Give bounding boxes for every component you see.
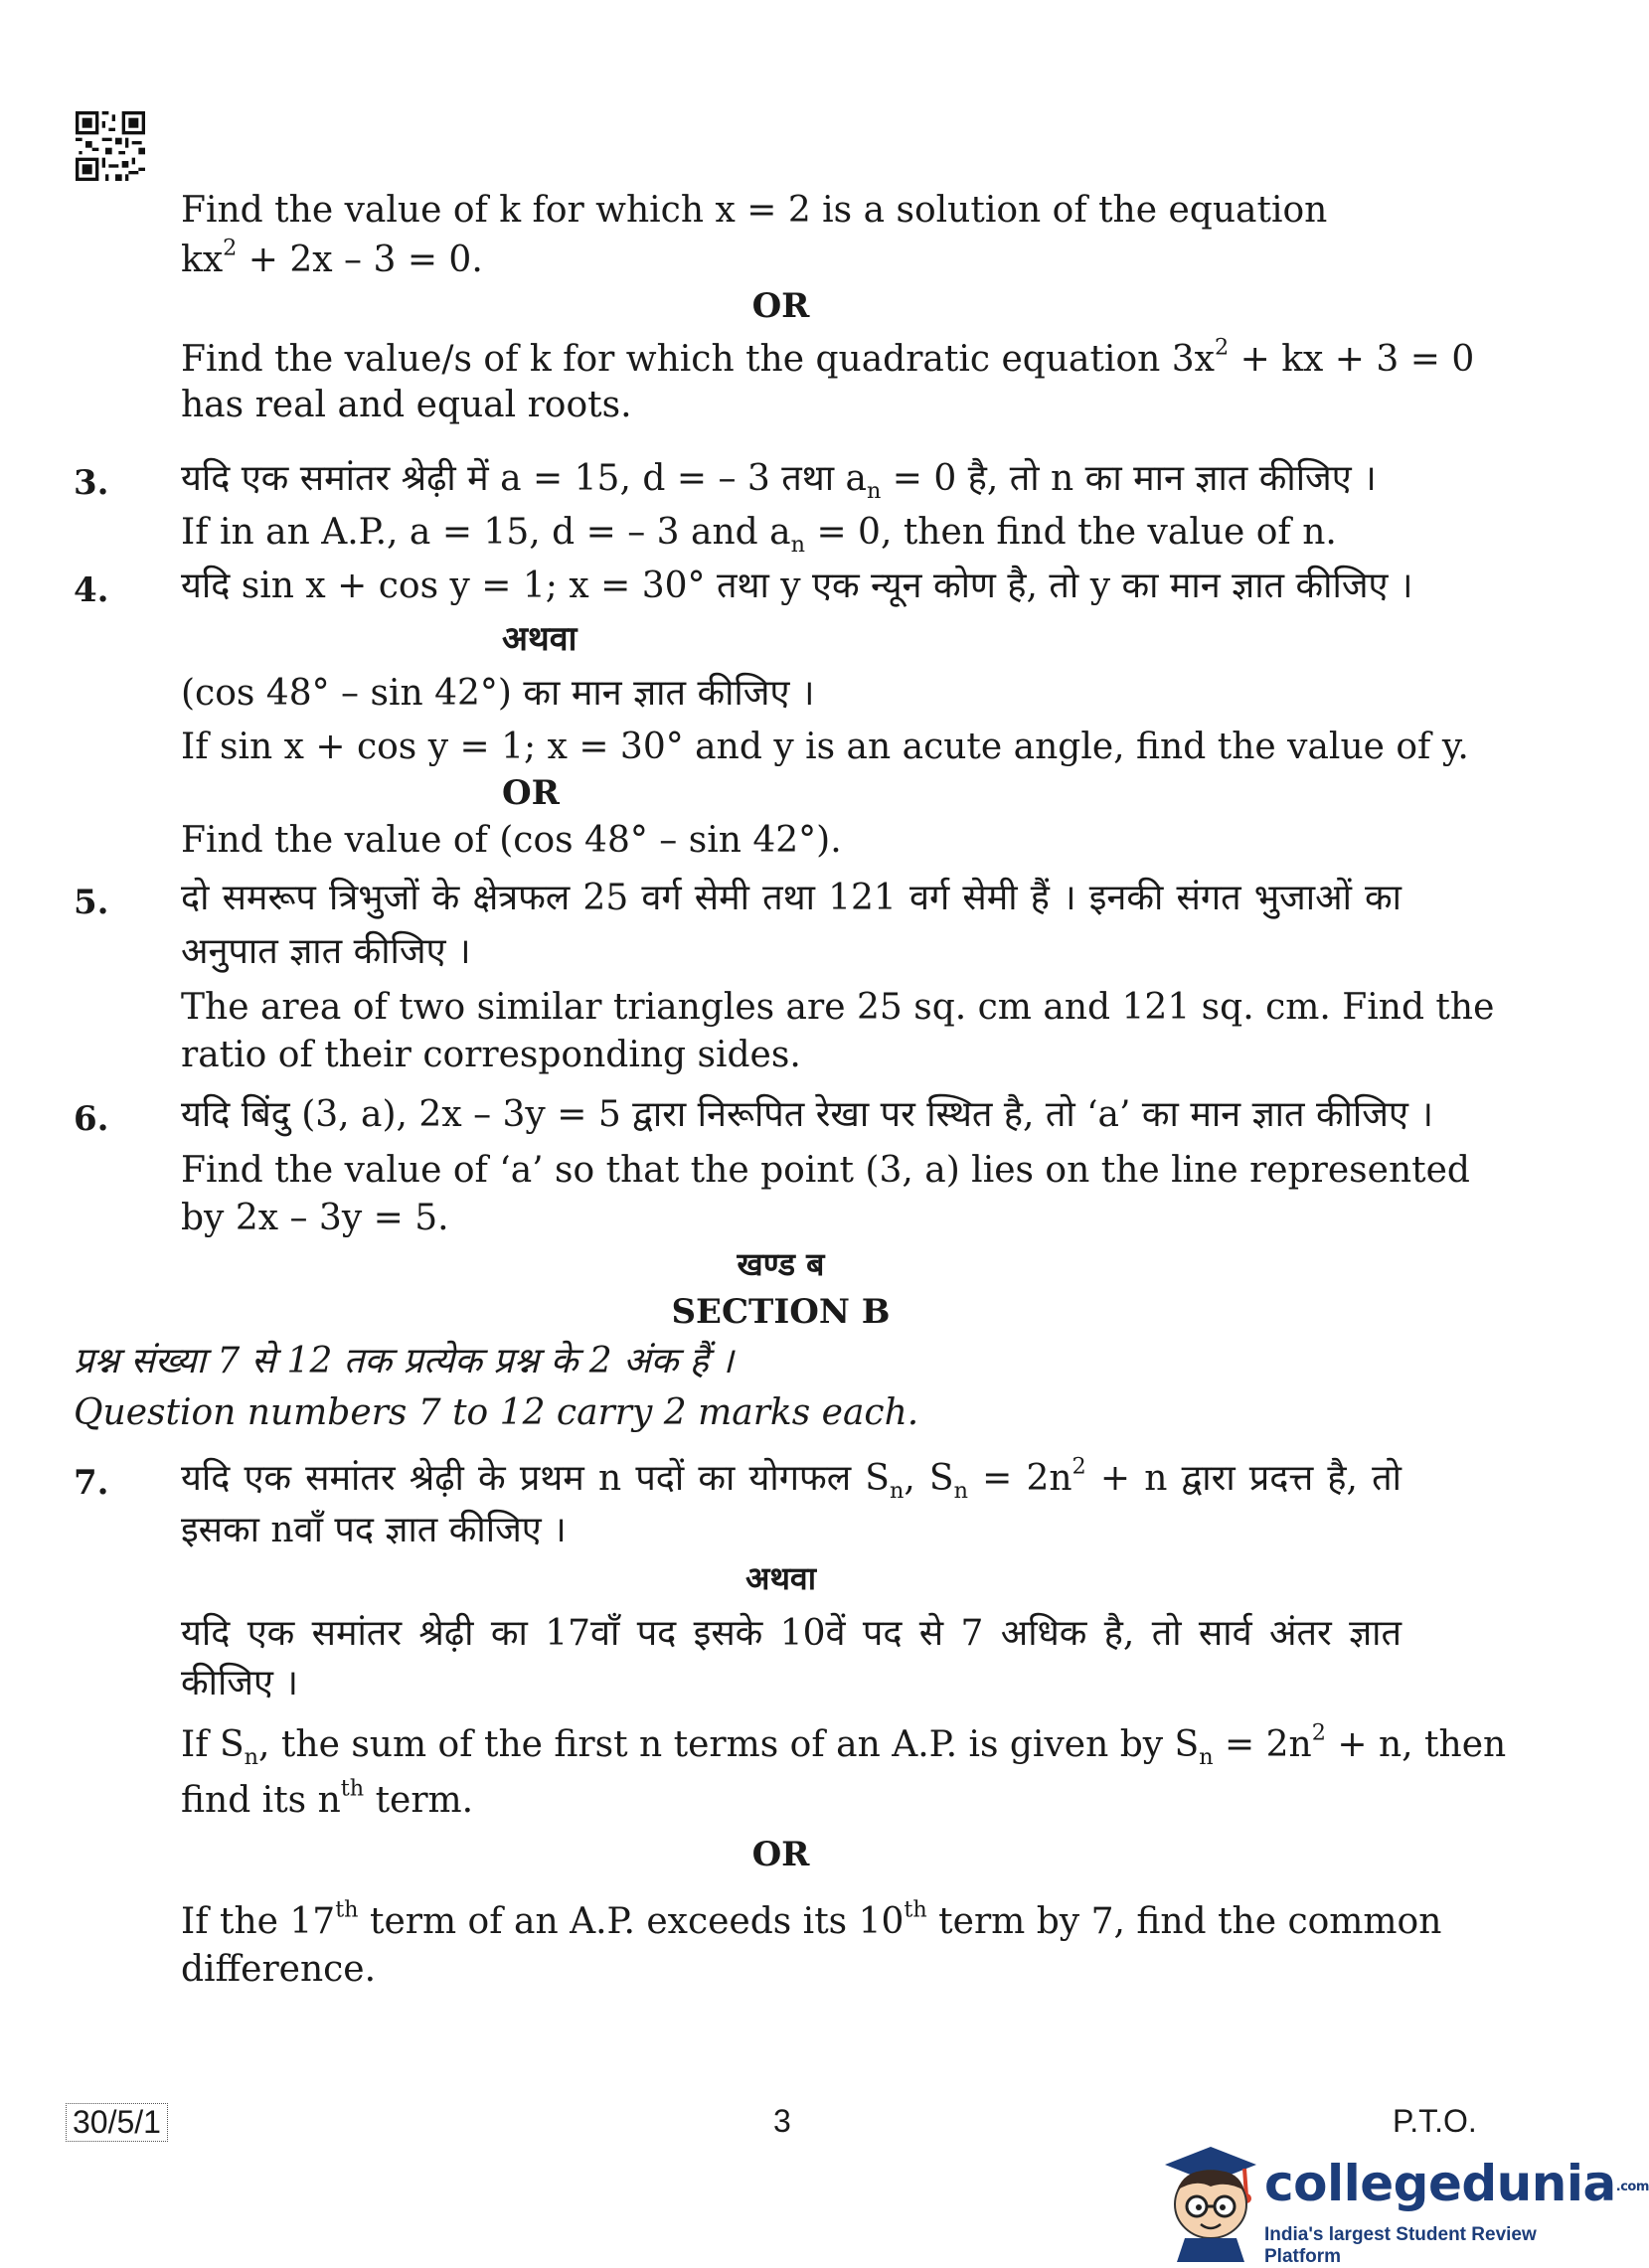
qr-code-icon <box>76 111 145 181</box>
question-5-hindi: दो समरूप त्रिभुजों के क्षेत्रफल 25 वर्ग सेमी तथा 121 वर्ग सेमी हैं । इनकी संगत भुजाओं का <box>181 878 1402 918</box>
question-7-hindi-2: इसका nवाँ पद ज्ञात कीजिए । <box>181 1510 567 1550</box>
question-5-hindi-2: अनुपात ज्ञात कीजिए । <box>181 931 471 972</box>
or-label: OR <box>751 286 810 326</box>
question-number: 7. <box>74 1463 109 1503</box>
question-number: 6. <box>74 1099 109 1139</box>
marks-note-hindi: प्रश्न संख्या 7 से 12 तक प्रत्येक प्रश्न के 2 अंक हैं । <box>74 1341 734 1381</box>
question-7-alt-hindi: यदि एक समांतर श्रेढ़ी का 17वाँ पद इसके 10वें पद से 7 अधिक है, तो सार्व अंतर ज्ञात <box>181 1613 1402 1654</box>
question-7-alt-hindi-2: कीजिए । <box>181 1663 299 1703</box>
question-4-alt-hindi: (cos 48° – sin 42°) का मान ज्ञात कीजिए । <box>181 673 815 714</box>
question-7-english-2: find its $n^{th}$ term. <box>181 1775 474 1821</box>
question-6-hindi: यदि बिंदु (3, a), 2x – 3y = 5 द्वारा निरूपित रेखा पर स्थित है, तो ‘a’ का मान ज्ञात कीजिए । <box>181 1094 1433 1135</box>
question-5-english: The area of two similar triangles are 25 sq. cm and 121 sq. cm. Find the <box>181 987 1495 1028</box>
page-number: 3 <box>773 2103 791 2139</box>
question-2-alt-text: Find the value/s of k for which the quadratic equation $3x^2$ + kx + 3 = 0 <box>181 334 1475 380</box>
question-4-alt-english: Find the value of (cos 48° – sin 42°). <box>181 820 842 861</box>
question-7-english: If $S_n$, the sum of the first n terms of an A.P. is given by $S_n = 2n^2 + n$, then <box>181 1719 1507 1770</box>
section-heading-hindi: खण्ड ब <box>737 1245 825 1283</box>
paper-code: 30/5/1 <box>66 2103 168 2142</box>
question-2-equation: $kx^2 + 2x - 3 = 0$. <box>181 235 483 280</box>
question-7-alt-english-2: difference. <box>181 1949 377 1990</box>
question-4-english: If sin x + cos y = 1; x = 30° and y is an acute angle, find the value of y. <box>181 727 1469 767</box>
question-6-english: Find the value of ‘a’ so that the point (3, a) lies on the line represented <box>181 1150 1470 1191</box>
question-4-hindi: यदि sin x + cos y = 1; x = 30° तथा y एक न्यून कोण है, तो y का मान ज्ञात कीजिए । <box>181 566 1413 606</box>
brand-tagline: India's largest Student Review Platform <box>1264 2224 1537 2267</box>
brand-logo-text: collegedunia.com <box>1264 2155 1649 2212</box>
or-label: OR <box>502 773 560 813</box>
question-5-english-2: ratio of their corresponding sides. <box>181 1035 801 1075</box>
question-6-english-2: by 2x – 3y = 5. <box>181 1198 449 1238</box>
question-2-text: Find the value of k for which x = 2 is a solution of the equation <box>181 190 1328 231</box>
section-heading: SECTION B <box>671 1292 891 1332</box>
question-3-english: If in an A.P., a = 15, d = – 3 and $a_n = 0$, then find the value of n. <box>181 512 1337 558</box>
or-label: OR <box>751 1835 810 1874</box>
marks-note-english: Question numbers 7 to 12 carry 2 marks each. <box>74 1392 919 1433</box>
question-number: 4. <box>74 570 109 610</box>
question-2-alt-text-2: has real and equal roots. <box>181 385 632 425</box>
question-7-alt-english: If the 17th term of an A.P. exceeds its 10th term by 7, find the common <box>181 1896 1442 1942</box>
athva-label: अथवा <box>502 619 577 659</box>
question-number: 5. <box>74 883 109 922</box>
collegedunia-mascot-icon <box>1155 2135 1266 2262</box>
question-7-hindi: यदि एक समांतर श्रेढ़ी के प्रथम n पदों का योगफल $S_n$, $S_n = 2n^2 + n$ द्वारा प्रदत्त है, तो <box>181 1453 1402 1504</box>
pto-label: P.T.O. <box>1393 2103 1477 2139</box>
question-3-hindi: यदि एक समांतर श्रेढ़ी में a = 15, d = – 3 तथा $a_n = 0$ है, तो n का मान ज्ञात कीजिए । <box>181 458 1377 504</box>
athva-label: अथवा <box>745 1559 816 1597</box>
question-number: 3. <box>74 463 109 503</box>
